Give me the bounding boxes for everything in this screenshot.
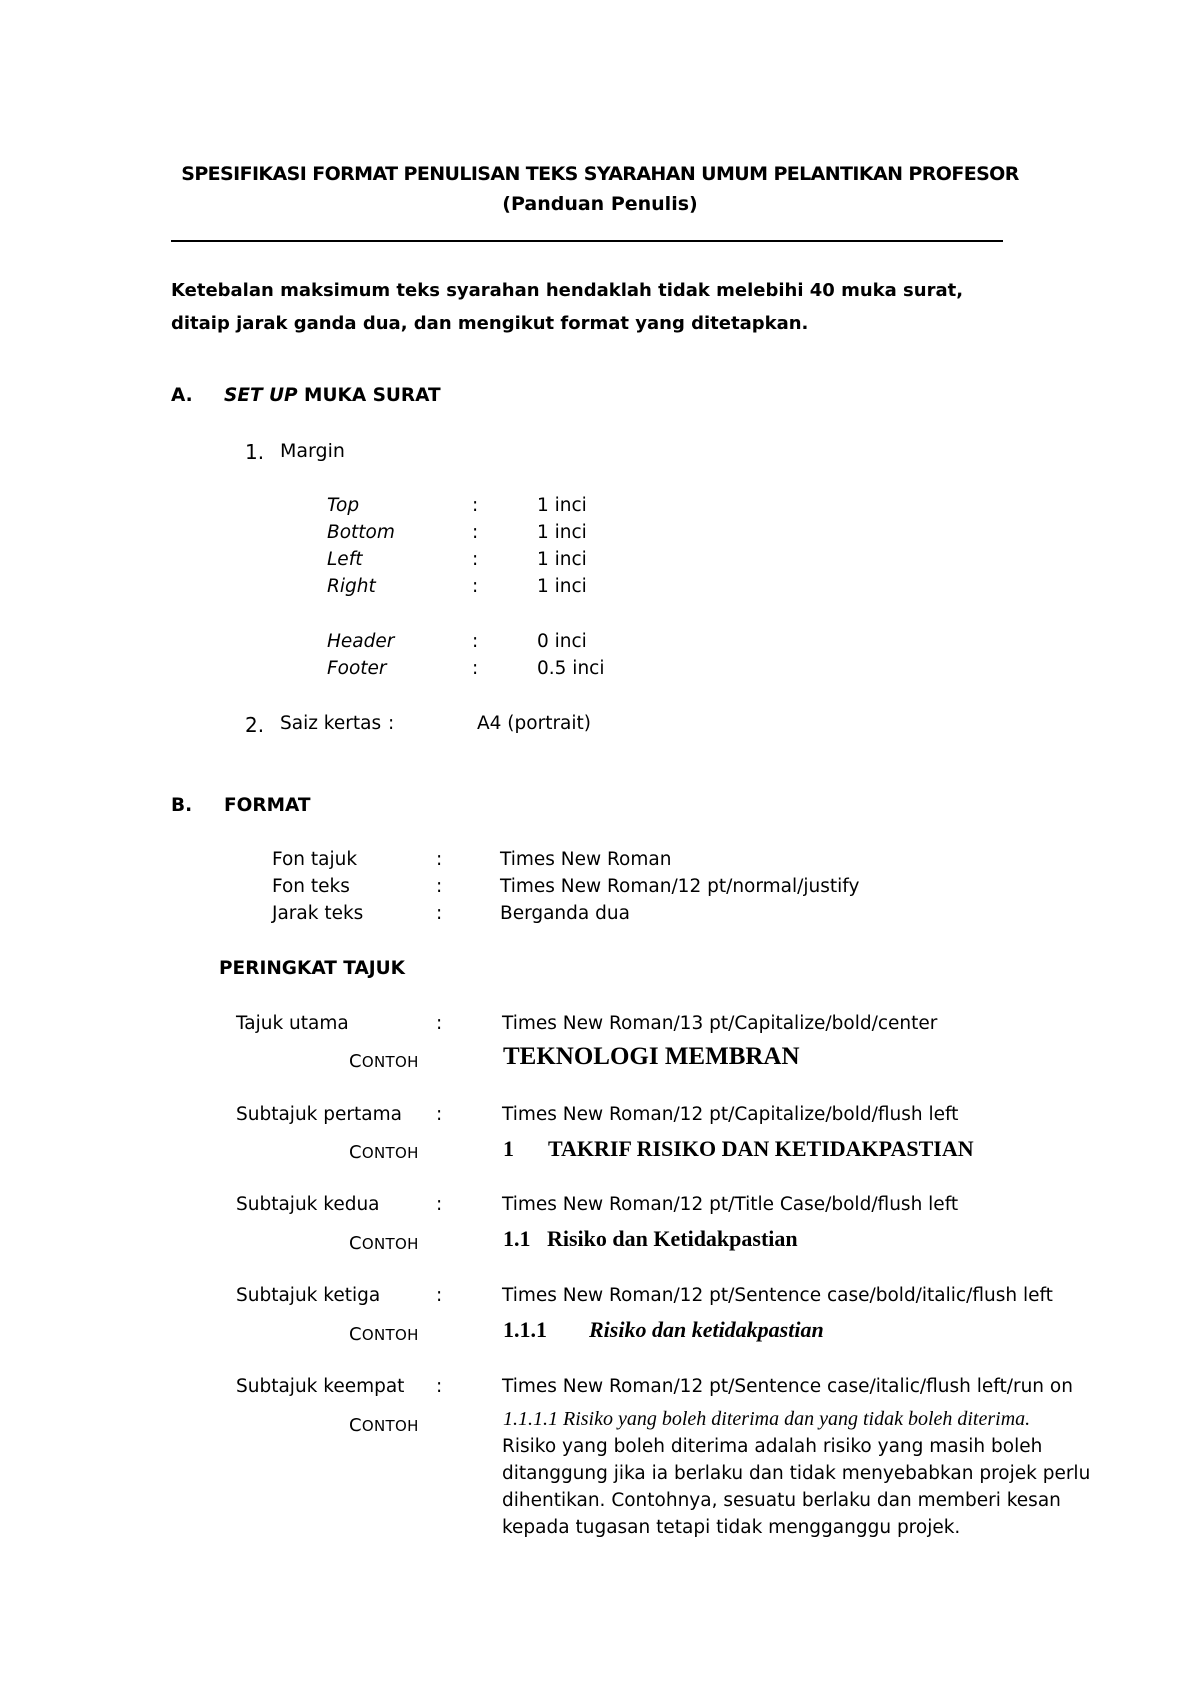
jarak-teks-colon: :	[436, 903, 443, 924]
section-b-heading: FORMAT	[224, 795, 311, 816]
level3-example: Risiko dan Ketidakpastian	[547, 1226, 798, 1251]
margin-right-label: Right	[327, 576, 376, 597]
level3-value: Times New Roman/12 pt/Title Case/bold/flush left	[502, 1194, 959, 1215]
margin-footer-label: Footer	[327, 658, 387, 679]
level2-label: Subtajuk pertama	[236, 1104, 402, 1125]
section-b-letter: B.	[171, 795, 193, 816]
level3-contoh	[349, 1233, 419, 1254]
item2-colon: :	[388, 713, 395, 734]
level2-contoh	[349, 1142, 419, 1163]
level1-label: Tajuk utama	[236, 1013, 349, 1034]
intro-paragraph: Ketebalan maksimum teks syarahan hendaklah tidak melebihi 40 muka surat, ditaip jarak ganda dua, dan mengikut format yang ditetapkan.	[171, 280, 964, 334]
level4-contoh-rest: ONTOH	[361, 1326, 419, 1344]
item1-label: Margin	[280, 440, 345, 462]
fon-teks-value: Times New Roman/12 pt/normal/justify	[500, 876, 860, 897]
level5-contoh-first: C	[349, 1415, 362, 1436]
margin-right-colon: :	[472, 576, 479, 597]
margin-left-value: 1 inci	[537, 549, 587, 570]
fon-teks-label: Fon teks	[272, 876, 350, 897]
level4-contoh	[349, 1324, 419, 1345]
margin-left-label: Left	[327, 549, 363, 570]
margin-footer-colon: :	[472, 658, 479, 679]
page-title: SPESIFIKASI FORMAT PENULISAN TEKS SYARAHAN UMUM PELANTIKAN PROFESOR	[181, 163, 1019, 185]
level5-example: 1.1.1.1 Risiko yang boleh diterima dan yang tidak boleh diterima.	[503, 1408, 1031, 1430]
fon-teks-colon: :	[436, 876, 443, 897]
margin-bottom-value: 1 inci	[537, 522, 587, 543]
level5-paragraph: Risiko yang boleh diterima adalah risiko yang masih boleh ditanggung jika ia berlaku dan tidak menyebabkan projek perlu dihentikan. Contohnya, sesuatu berlaku dan memberi kesan kepada tugasan tetapi tidak mengganggu projek.	[502, 1436, 1091, 1538]
level1-contoh-rest: ONTOH	[361, 1053, 419, 1071]
level4-example-number: 1.1.1	[503, 1317, 547, 1342]
level2-contoh-first: C	[349, 1142, 362, 1163]
level4-colon: :	[436, 1285, 443, 1306]
heading-levels-title: PERINGKAT TAJUK	[219, 958, 406, 979]
level4-contoh-first: C	[349, 1324, 362, 1345]
item2-number: 2.	[245, 713, 265, 737]
level1-value: Times New Roman/13 pt/Capitalize/bold/center	[502, 1013, 938, 1034]
margin-top-colon: :	[472, 495, 479, 516]
jarak-teks-value: Berganda dua	[500, 903, 630, 924]
level2-example-number: 1	[503, 1136, 514, 1161]
section-a-heading	[224, 385, 441, 406]
fon-tajuk-value: Times New Roman	[500, 849, 672, 870]
level5-contoh-rest: ONTOH	[361, 1417, 419, 1435]
margin-header-value: 0 inci	[537, 631, 587, 652]
level5-value: Times New Roman/12 pt/Sentence case/italic/flush left/run on	[502, 1376, 1073, 1397]
item2-value: A4 (portrait)	[477, 713, 591, 734]
margin-bottom-label: Bottom	[327, 522, 395, 543]
level4-label: Subtajuk ketiga	[236, 1285, 381, 1306]
level3-example-number: 1.1	[503, 1226, 531, 1251]
level3-colon: :	[436, 1194, 443, 1215]
level4-value: Times New Roman/12 pt/Sentence case/bold/italic/flush left	[502, 1285, 1053, 1306]
section-a-heading-italic: SET UP	[224, 385, 298, 406]
jarak-teks-label: Jarak teks	[272, 903, 364, 924]
margin-footer-value: 0.5 inci	[537, 658, 605, 679]
margin-bottom-colon: :	[472, 522, 479, 543]
margin-header-label: Header	[327, 631, 395, 652]
level2-colon: :	[436, 1104, 443, 1125]
level3-label: Subtajuk kedua	[236, 1194, 380, 1215]
level1-colon: :	[436, 1013, 443, 1034]
margin-header-colon: :	[472, 631, 479, 652]
level1-example: TEKNOLOGI MEMBRAN	[503, 1043, 800, 1070]
level1-contoh-first: C	[349, 1051, 362, 1072]
level1-contoh	[349, 1051, 419, 1072]
section-a-heading-rest: MUKA SURAT	[297, 385, 441, 406]
level2-contoh-rest: ONTOH	[361, 1144, 419, 1162]
level5-label: Subtajuk keempat	[236, 1376, 405, 1397]
margin-top-value: 1 inci	[537, 495, 587, 516]
item1-number: 1.	[245, 440, 265, 464]
margin-top-label: Top	[327, 495, 360, 516]
level4-example: Risiko dan ketidakpastian	[589, 1317, 824, 1342]
section-a-letter: A.	[171, 385, 193, 406]
level3-contoh-first: C	[349, 1233, 362, 1254]
level5-contoh	[349, 1415, 419, 1436]
level3-contoh-rest: ONTOH	[361, 1235, 419, 1253]
item2-label: Saiz kertas	[280, 713, 382, 734]
level2-value: Times New Roman/12 pt/Capitalize/bold/flush left	[502, 1104, 959, 1125]
margin-right-value: 1 inci	[537, 576, 587, 597]
fon-tajuk-colon: :	[436, 849, 443, 870]
page-subtitle: (Panduan Penulis)	[502, 193, 698, 215]
level5-colon: :	[436, 1376, 443, 1397]
title-divider	[171, 240, 1003, 242]
level2-example: TAKRIF RISIKO DAN KETIDAKPASTIAN	[548, 1136, 974, 1161]
fon-tajuk-label: Fon tajuk	[272, 849, 358, 870]
margin-left-colon: :	[472, 549, 479, 570]
